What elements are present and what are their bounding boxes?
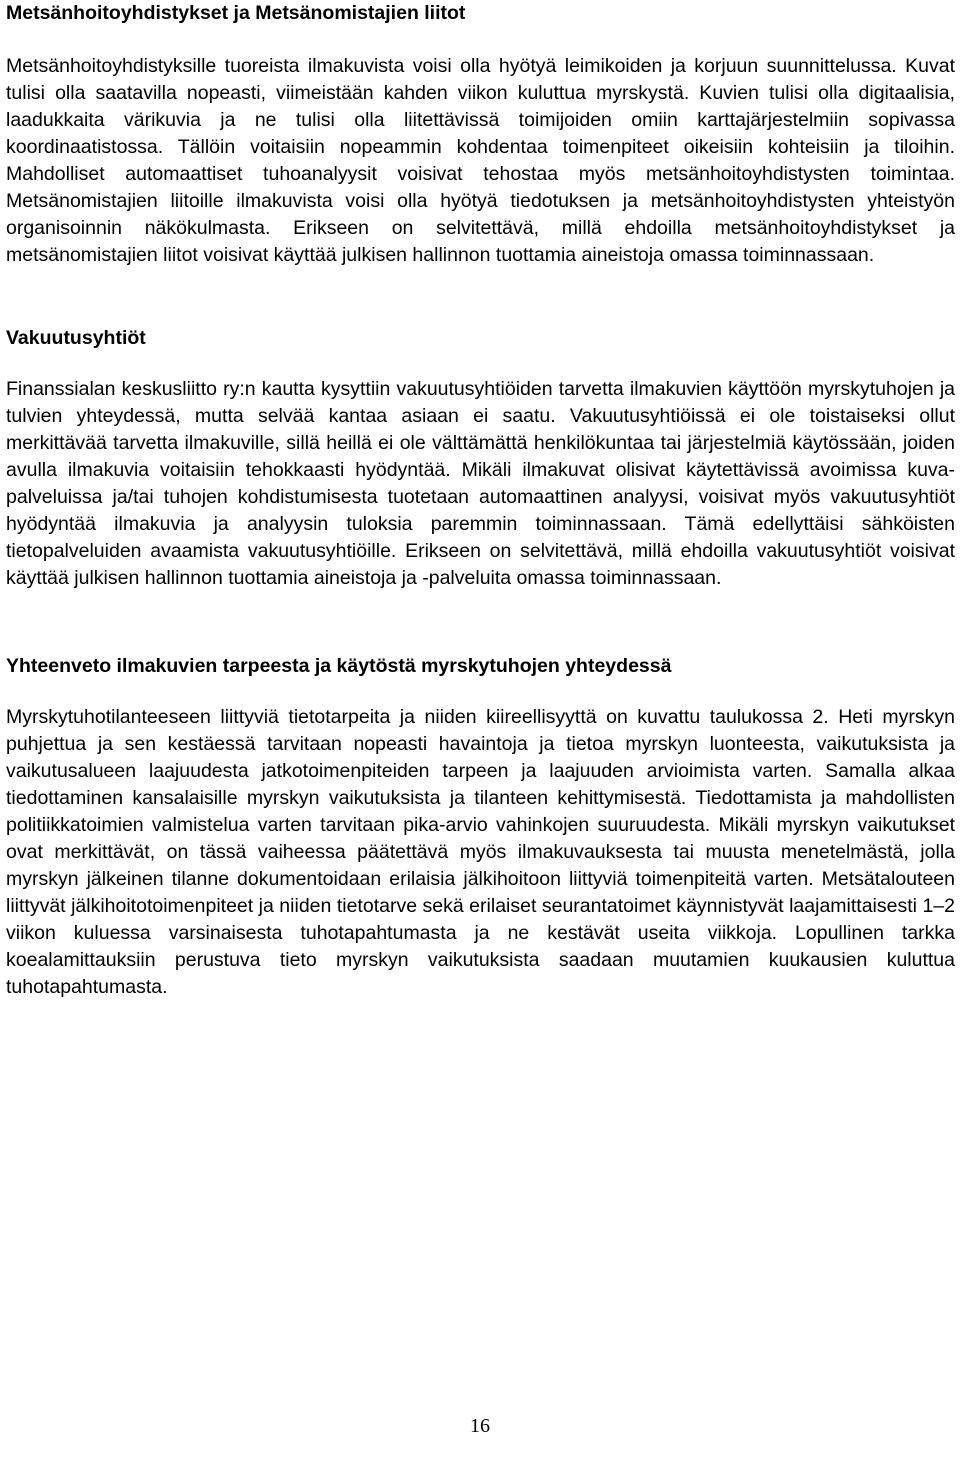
page-number: 16 [470,1415,490,1437]
document-page [6,0,955,1001]
section-heading-summary: Yhteenveto ilmakuvien tarpeesta ja käytöstä myrskytuhojen yhteydessä [6,655,672,677]
section-body-summary: Myrskytuhotilanteeseen liittyviä tietotarpeita ja niiden kiireellisyyttä on kuvattu taulukossa 2. Heti myrskyn puhjettua ja sen kestäessä tarvitaan nopeasti havaintoja ja tietoa myrskyn luonteesta, vaikutuksista ja vaikutusalueen laajuudesta jatkotoimenpiteiden tarpeen ja laajuuden arvioimista varten. Samalla alkaa tiedottaminen kansalaisille myrskyn vaikutuksista ja tilanteen kehittymisestä. Tiedottamista ja mahdollisten politiikkatoimien valmistelua varten tarvitaan pika-arvio vahinkojen suuruudesta. Mikäli myrskyn vaikutukset ovat merkittävät, on tässä vaiheessa päätettävä myös ilmakuvauksesta tai muusta menetelmästä, jolla myrskyn jälkeinen tilanne dokumentoidaan erilaisia jälkihoitoon liittyviä toimenpiteitä varten. Metsätalouteen liittyvät jälkihoitotoimenpiteet ja niiden tietotarve sekä erilaiset seurantatoimet käynnistyvät laajamittaisesti 1‒2 viikon kuluessa varsinaisesta tuhotapahtumasta ja ne kestävät useita viikkoja. Lopullinen tarkka koealamittauksiin perustuva tieto myrskyn vaikutuksista saadaan muutamien kuukausien kuluttua tuhotapahtumasta. [6,706,955,998]
section-heading-insurance-companies: Vakuutusyhtiöt [6,327,146,349]
section-body-insurance-companies: Finanssialan keskusliitto ry:n kautta kysyttiin vakuutusyhtiöiden tarvetta ilmakuvien käyttöön myrskytuhojen ja tulvien yhteydessä, mutta selvää kantaa asiaan ei saatu. Vakuutusyhtiöissä ei ole toistaiseksi ollut merkittävää tarvetta ilmakuville, sillä heillä ei ole välttämättä henkilökuntaa tai järjestelmiä käytössään, joiden avulla ilmakuvia voitaisiin tehokkaasti hyödyntää. Mikäli ilmakuvat olisivat käytettävissä avoimissa kuva-palveluissa ja/tai tuhojen kohdistumisesta tuotetaan automaattinen analyysi, voisivat myös vakuutusyhtiöt hyödyntää ilmakuvia ja analyysin tuloksia paremmin toiminnassaan. Tämä edellyttäisi sähköisten tietopalveluiden avaamista vakuutusyhtiöille. Erikseen on selvitettävä, millä ehdoilla vakuutusyhtiöt voisivat käyttää julkisen hallinnon tuottamia aineistoja ja -palveluita omassa toiminnassaan. [6,378,955,589]
section-heading-forest-associations: Metsänhoitoyhdistykset ja Metsänomistajien liitot [6,2,466,24]
section-body-forest-associations: Metsänhoitoyhdistyksille tuoreista ilmakuvista voisi olla hyötyä leimikoiden ja korjuun suunnittelussa. Kuvat tulisi olla saatavilla nopeasti, viimeistään kahden viikon kuluttua myrskystä. Kuvien tulisi olla digitaalisia, laadukkaita värikuvia ja ne tulisi olla liitettävissä toimijoiden omiin karttajärjestelmiin sopivassa koordinaatistossa. Tällöin voitaisiin nopeammin kohdentaa toimenpiteet oikeisiin kohteisiin ja tiloihin. Mahdolliset automaattiset tuhoanalyysit voisivat tehostaa myös metsänhoitoyhdistysten toimintaa. Metsänomistajien liitoille ilmakuvista voisi olla hyötyä tiedotuksen ja metsänhoitoyhdistysten yhteistyön organisoinnin näkökulmasta. Erikseen on selvitettävä, millä ehdoilla metsänhoitoyhdistykset ja metsänomistajien liitot voisivat käyttää julkisen hallinnon tuottamia aineistoja omassa toiminnassaan. [6,55,955,266]
